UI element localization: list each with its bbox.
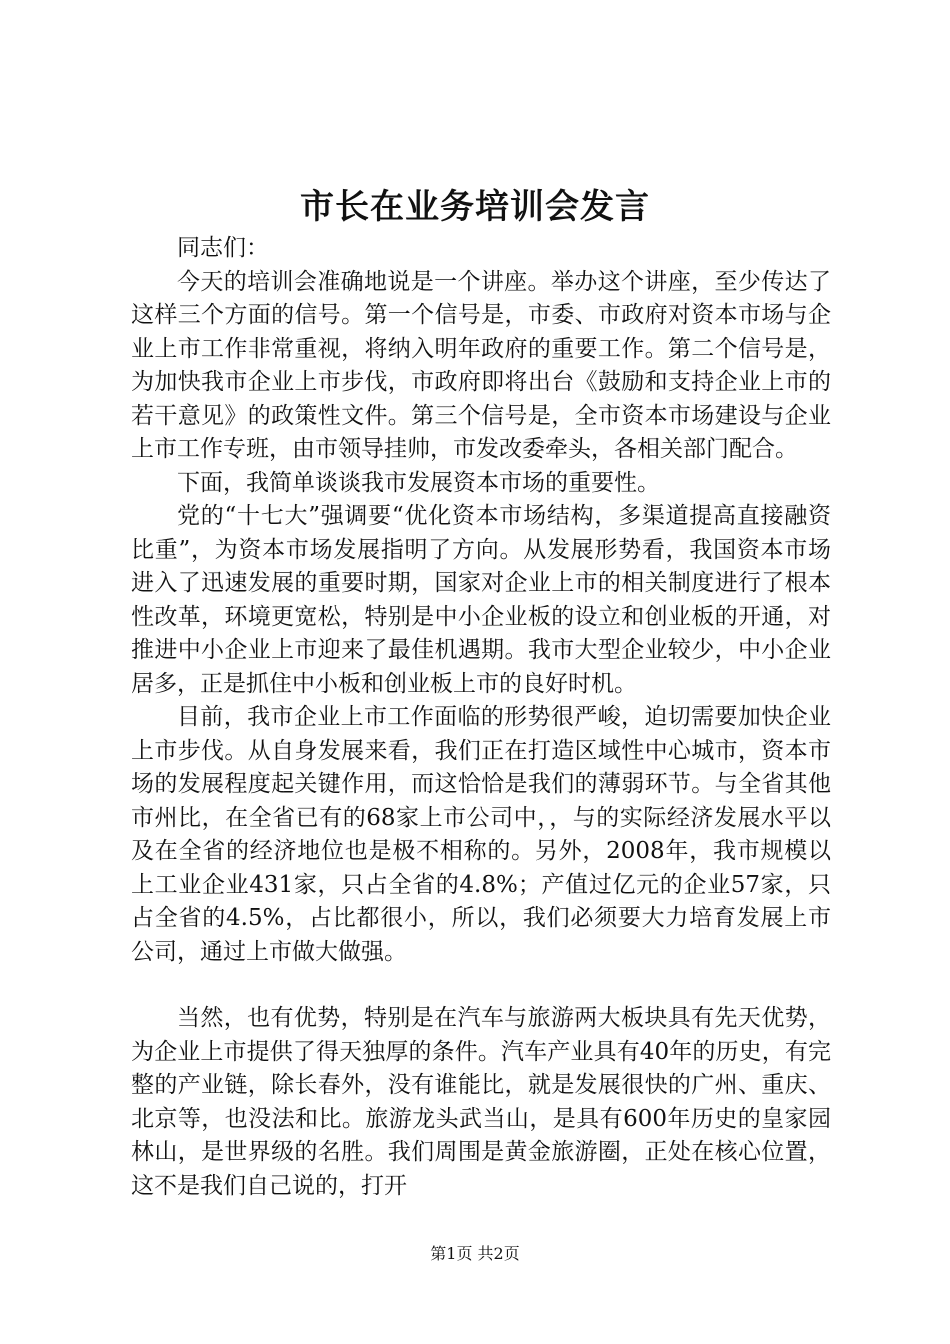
body-paragraph: 党的“十七大”强调要“优化资本市场结构，多渠道提高直接融资比重”，为资本市场发展指明了方向。从发展形势看，我国资本市场进入了迅速发展的重要时期，国家对企业上市的相关制度进行了根本性改革，环境更宽松，特别是中小企业板的设立和创业板的开通，对推进中小企业上市迎来了最佳机遇期。我市大型企业较少，中小企业居多，正是抓住中小板和创业板上市的良好时机。 [131,503,831,697]
body-paragraph: 目前，我市企业上市工作面临的形势很严峻，迫切需要加快企业上市步伐。从自身发展来看，我们正在打造区域性中心城市，资本市场的发展程度起关键作用，而这恰恰是我们的薄弱环节。与全省其他市州比，在全省已有的68家上市公司中，，与的实际经济发展水平以及在全省的经济地位也是极不相称的。另外，2008年，我市规模以上工业企业431家，只占全省的4.8%；产值过亿元的企业57家，只占全省的4.5%，占比都很小，所以，我们必须要大力培育发展上市公司，通过上市做大做强。 [131,704,831,965]
document-title: 市长在业务培训会发言 [300,187,650,227]
page-footer: 第1页 共2页 [430,1244,520,1263]
salutation-paragraph: 同志们： [177,235,269,261]
body-paragraph: 下面，我简单谈谈我市发展资本市场的重要性。 [177,469,660,496]
document-body [131,232,831,1203]
body-paragraph: 当然，也有优势，特别是在汽车与旅游两大板块具有先天优势，为企业上市提供了得天独厚的条件。汽车产业具有40年的历史，有完整的产业链，除长春外，没有谁能比，就是发展很快的广州、重庆、北京等，也没法和比。旅游龙头武当山，是具有600年历史的皇家园林山，是世界级的名胜。我们周围是黄金旅游圈，正处在核心位置，这不是我们自己说的，打开 [131,1005,831,1199]
body-paragraph: 今天的培训会准确地说是一个讲座。举办这个讲座，至少传达了这样三个方面的信号。第一个信号是，市委、市政府对资本市场与企业上市工作非常重视，将纳入明年政府的重要工作。第二个信号是，为加快我市企业上市步伐，市政府即将出台《鼓励和支持企业上市的若干意见》的政策性文件。第三个信号是，全市资本市场建设与企业上市工作专班，由市领导挂帅，市发改委牵头，各相关部门配合。 [131,268,831,462]
